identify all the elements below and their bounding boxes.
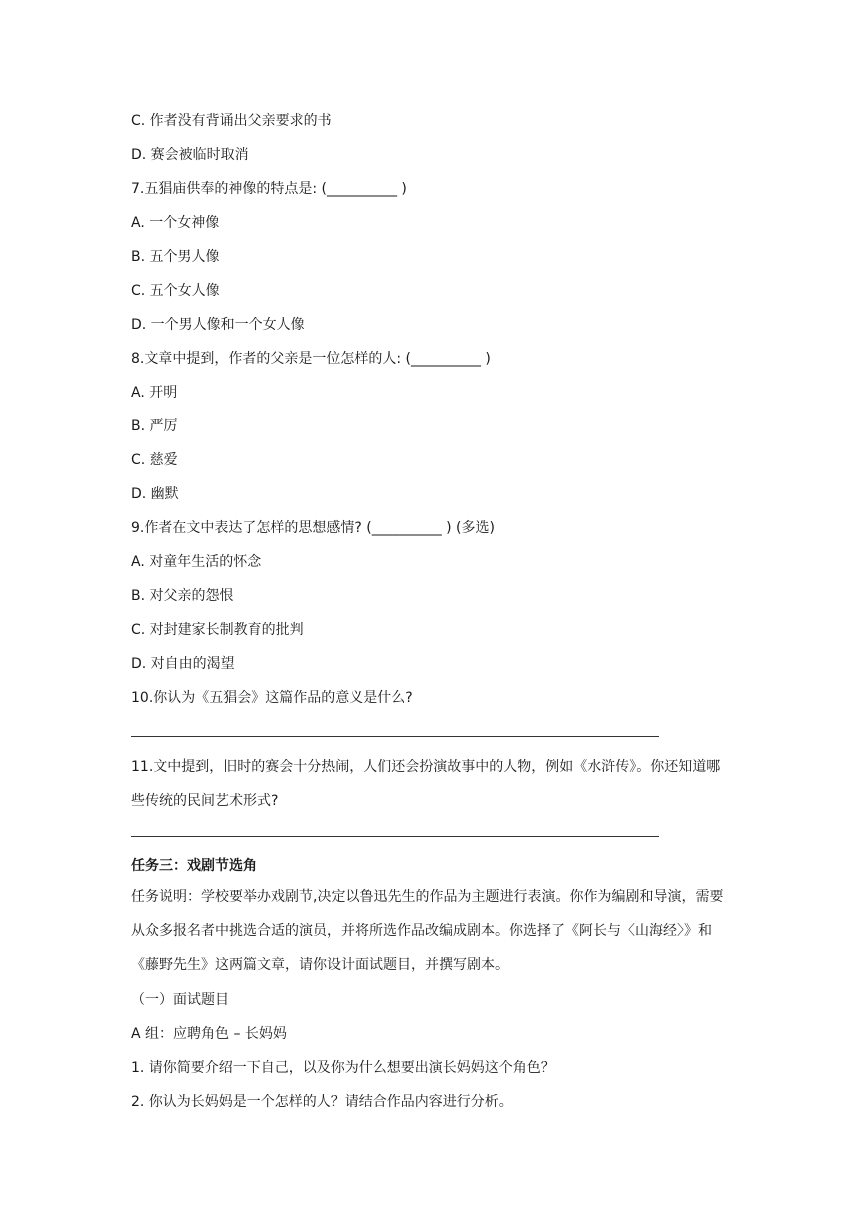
q9-option-d: D. 对自由的渴望 xyxy=(131,656,235,672)
task3-description: 任务说明：学校要举办戏剧节,决定以鲁迅先生的作品为主题进行表演。你作为编剧和导演，需要从众多报名者中挑选合适的演员，并将所选作品改编成剧本。你选择了《阿长与〈山海经〉》和《藤野先生》这两篇文章，请你设计面试题目，并撰写剧本。 xyxy=(131,889,724,973)
q8-option-c: C. 慈爱 xyxy=(131,452,178,468)
section-interview-questions: （一）面试题目 xyxy=(131,992,229,1008)
q9-option-a: A. 对童年生活的怀念 xyxy=(131,554,262,570)
q9-option-b: B. 对父亲的怨恨 xyxy=(131,588,234,604)
question-11: 11.文中提到，旧时的赛会十分热闹，人们还会扮演故事中的人物，例如《水浒传》。你还知道哪些传统的民间艺术形式? xyxy=(131,759,721,809)
group-a-heading: A 组：应聘角色 – 长妈妈 xyxy=(131,1026,287,1042)
answer-line-11 xyxy=(131,836,659,837)
question-8: 8.文章中提到，作者的父亲是一位怎样的人: (__________ ) xyxy=(131,351,491,367)
q6-option-d: D. 赛会被临时取消 xyxy=(131,147,249,163)
q7-option-d: D. 一个男人像和一个女人像 xyxy=(131,317,305,333)
q8-option-d: D. 幽默 xyxy=(131,486,179,502)
answer-line-10 xyxy=(131,736,659,737)
q8-option-a: A. 开明 xyxy=(131,385,178,401)
q6-option-c: C. 作者没有背诵出父亲要求的书 xyxy=(131,113,332,129)
q8-option-b: B. 严厉 xyxy=(131,418,178,434)
q9-option-c: C. 对封建家长制教育的批判 xyxy=(131,622,304,638)
q7-option-c: C. 五个女人像 xyxy=(131,283,220,299)
question-10: 10.你认为《五猖会》这篇作品的意义是什么? xyxy=(131,690,413,706)
group-a-question-1: 1. 请你简要介绍一下自己，以及你为什么想要出演长妈妈这个角色？ xyxy=(131,1060,555,1076)
question-9: 9.作者在文中表达了怎样的思想感情? (__________ ) (多选) xyxy=(131,520,495,536)
group-a-question-2: 2. 你认为长妈妈是一个怎样的人？请结合作品内容进行分析。 xyxy=(131,1094,513,1110)
task3-heading: 任务三：戏剧节选角 xyxy=(131,858,257,874)
question-7: 7.五猖庙供奉的神像的特点是: (__________ ) xyxy=(131,181,407,197)
q7-option-b: B. 五个男人像 xyxy=(131,249,220,265)
q7-option-a: A. 一个女神像 xyxy=(131,215,220,231)
